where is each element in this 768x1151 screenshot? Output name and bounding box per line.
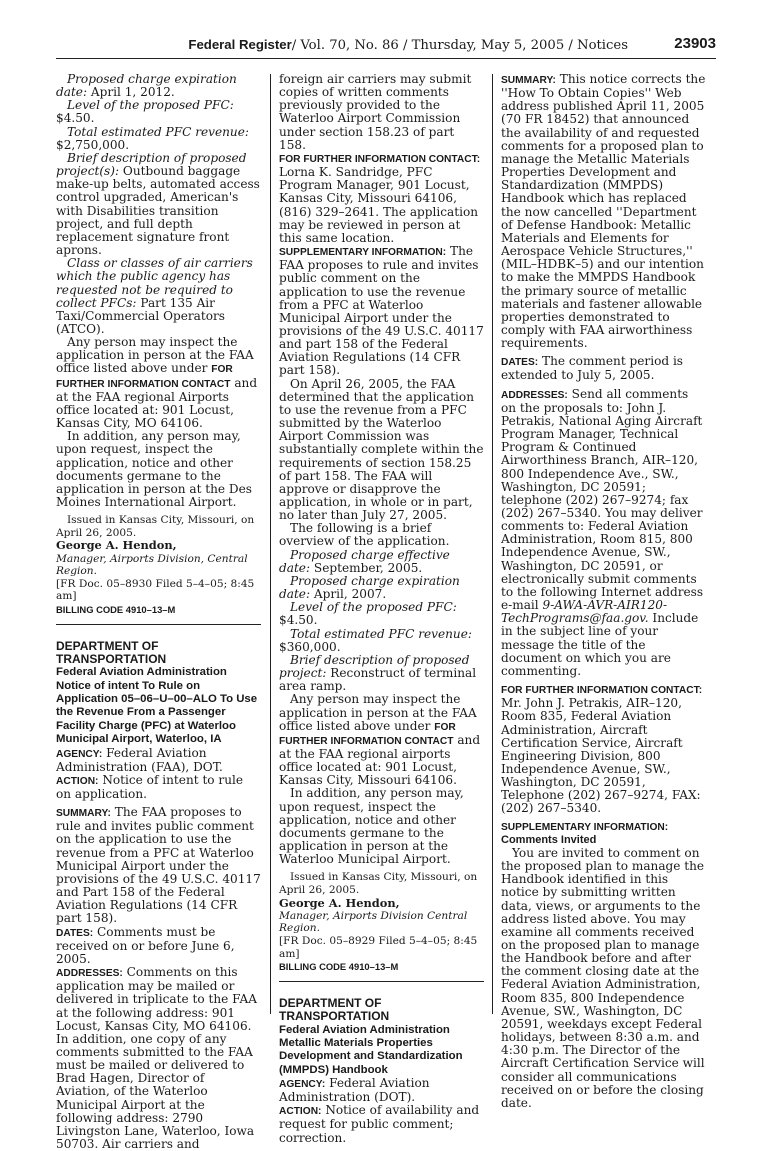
- dates-value: The comment period is extended to July 5, 2005.: [501, 354, 684, 383]
- billing-code: BILLING CODE 4910–13–M: [56, 603, 176, 615]
- summary-label: SUMMARY:: [56, 808, 111, 820]
- agency-heading: Federal Aviation Administration: [279, 1023, 450, 1036]
- addresses-value: Comments on this application may be mailed or delivered in triplicate to the FAA at the following address: 901 Locust, Kansas City, MO 64106. In addition, one copy of any comments submitted to the FAA must be mailed or delivered to Brad Hagen, Director of Aviation, of the Waterloo Municipal Airport at the following address: 2790 Livingston Lane, Waterloo, Iowa 50703. Air carriers and: [56, 965, 257, 1151]
- action-value: Notice of intent to rule on application.: [56, 772, 244, 801]
- supp-label: SUPPLEMENTARY INFORMATION:: [501, 821, 669, 833]
- inspect-label: FOR FURTHER INFORMATION CONTACT: [279, 721, 456, 747]
- summary-label: SUMMARY:: [501, 75, 556, 86]
- supp-value: The FAA proposes to rule and invites public comment on the application to use the revenue from a PFC at Waterloo Municipal Airport under the provisions of the 49 U.S.C. 40117 and part 158 of the Federal Aviation Regulations (14 CFR part 158).: [279, 244, 484, 378]
- column-3: [501, 73, 706, 1110]
- exp-date-label: Proposed charge expiration date:: [279, 573, 460, 602]
- section-divider: [279, 981, 484, 982]
- addresses-label: ADDRESSES:: [56, 968, 123, 980]
- addresses-value: Send all comments on the proposals to: John J. Petrakis, National Aging Aircraft Program Manager, Technical Program & Continued Airworthiness Branch, AIR–120, 800 Independence Ave., SW., Washington, DC 20591; telephone (202) 267–9274; fax (202) 267–5340. You may deliver comments to: Federal Aviation Administration, Room 815, 800 Independence Avenue, SW., Washington, DC 20591, or electronically submit comments to the following Internet address e-mail: [501, 386, 704, 613]
- addition-para: In addition, any person may, upon request, inspect the application, notice and other documents germane to the application in person at the Des Moines International Airport.: [56, 429, 252, 509]
- inspect-text: Any person may inspect the application in person at the FAA office listed above under: [279, 692, 477, 733]
- addition-para: In addition, any person may, upon request, inspect the application, notice and other documents germane to the application in person at the Waterloo Municipal Airport.: [279, 786, 464, 867]
- exp-date-para: [56, 73, 261, 99]
- ffic-label: FOR FURTHER INFORMATION CONTACT:: [501, 685, 703, 697]
- comments-body: You are invited to comment on the proposed plan to manage the Handbook identified in this notice by submitting written data, views, or arguments to the address listed above. You may examine all comments received on the proposed plan to manage the Handbook before and after the comment closing date at the Federal Aviation Administration, Room 835, 800 Independence Avenue, SW., Washington, DC 20591, weekdays except Federal holidays, between 8:30 a.m. and 4:30 p.m. The Director of the Aircraft Certification Service will consider all communications received on or before the closing date.: [501, 845, 705, 1110]
- class-value: Part 135 Air Taxi/Commercial Operators (ATCO).: [56, 295, 226, 336]
- exp-date-value: April 1, 2012.: [90, 85, 175, 100]
- dates-para: [56, 926, 261, 966]
- exp-date-para: [279, 575, 484, 601]
- running-head: [188, 37, 628, 53]
- brief-value: Reconstruct of terminal area ramp.: [279, 666, 477, 694]
- issue-info: / Vol. 70, No. 86 / Thursday, May 5, 2005 / Notices: [291, 38, 628, 53]
- notice-title: Notice of intent To Rule on Application 05–06–U–00–ALO To Use the Revenue From a Passenger Facility Charge (PFC) at Waterloo Municipal Airport, Waterloo, IA: [56, 679, 258, 746]
- issued-line: Issued in Kansas City, Missouri, on April 26, 2005.: [279, 871, 478, 896]
- dates-para: [501, 355, 706, 382]
- inspect-text-2: and at the FAA regional airports office located at: 901 Locust, Kansas City, Missouri 64106.: [279, 732, 481, 788]
- brief-label: Brief description of proposed project(s):: [56, 150, 247, 179]
- exp-date-label: Proposed charge expiration date:: [56, 72, 237, 100]
- total-label: Total estimated PFC revenue:: [290, 626, 472, 641]
- action-para: [279, 1104, 484, 1144]
- agency-para: [279, 1077, 484, 1104]
- section-divider: [56, 624, 261, 625]
- eff-date-label: Proposed charge effective date:: [279, 547, 450, 575]
- fr-doc: [FR Doc. 05–8929 Filed 5–4–05; 8:45 am]: [279, 934, 478, 960]
- eff-date-value: September, 2005.: [313, 560, 423, 575]
- determined-para: On April 26, 2005, the FAA determined that the application to use the revenue from a PFC submitted by the Waterloo Airport Commission was substantially complete within the requirements of section 158.25 of part 158. The FAA will approve or disapprove the application, in whole or in part, no later than July 27, 2005.: [279, 376, 484, 523]
- publication-name: Federal Register: [188, 37, 292, 52]
- addresses-value-2: Include in the subject line of your message the title of the document on which you are commenting.: [501, 611, 699, 678]
- ffic-value: Lorna K. Sandridge, PFC Program Manager, 901 Locust, Kansas City, Missouri 64106, (816) 329–2641. The application may be reviewed in person at this same location.: [279, 165, 479, 245]
- agency-label: AGENCY:: [279, 1078, 326, 1090]
- dates-label: DATES:: [501, 357, 539, 369]
- total-value: $2,750,000.: [56, 137, 130, 152]
- agency-value: Federal Aviation Administration (FAA), DOT.: [56, 745, 223, 774]
- following-para: The following is a brief overview of the application.: [279, 521, 450, 549]
- summary-value: The FAA proposes to rule and invites public comment on the application to use the revenue from a PFC at Waterloo Municipal Airport under the provisions of the 49 U.S.C. 40117 and Part 158 of the Federal Aviation Regulations (14 CFR part 158).: [56, 805, 261, 926]
- total-para: [56, 126, 261, 152]
- summary-para: [501, 73, 706, 350]
- summary-para: [56, 806, 261, 925]
- class-label: Class or classes of air carriers which the public agency has requested not be required to collect PFCs:: [56, 256, 253, 310]
- column-2: [279, 73, 484, 1145]
- billing-code: BILLING CODE 4910–13–M: [279, 961, 399, 973]
- inspect-para: [279, 693, 484, 787]
- total-para: [279, 628, 484, 654]
- addresses-label: ADDRESSES:: [501, 389, 568, 401]
- inspect-para: [56, 336, 261, 430]
- page-header: [56, 36, 716, 59]
- class-para: [56, 257, 261, 336]
- brief-value: Outbound baggage make-up belts, automated access control upgraded, American's with Disabilities transition project, and full depth replacement signature front aprons.: [56, 164, 260, 258]
- ffic-para: [279, 152, 484, 245]
- action-para: [56, 774, 261, 801]
- level-label: Level of the proposed PFC:: [290, 600, 457, 615]
- supp-para: [279, 245, 484, 378]
- agency-heading: Federal Aviation Administration: [56, 666, 227, 679]
- agency-value: Federal Aviation Administration (DOT).: [279, 1075, 430, 1105]
- comments-invited-heading: Comments Invited: [501, 833, 597, 846]
- signer-title: Manager, Airports Division Central Region.: [279, 909, 468, 935]
- agency-label: AGENCY:: [56, 748, 103, 760]
- addresses-para: [501, 388, 706, 678]
- action-value: Notice of availability and request for public comment; correction.: [279, 1103, 480, 1145]
- addresses-para: [56, 966, 261, 1151]
- issued-line: Issued in Kansas City, Missouri, on April 26, 2005.: [56, 514, 255, 539]
- column-rule-1: [270, 74, 271, 1014]
- supp-label: SUPPLEMENTARY INFORMATION:: [279, 247, 447, 259]
- summary-value: This notice corrects the ''How To Obtain Copies'' Web address published April 11, 2005 (70 FR 18452) that announced the availability of and requested comments for a proposed plan to manage the Metallic Materials Properties Development and Standardization (MMPDS) Handbook which has replaced the now cancelled ''Department of Defense Handbook: Metallic Materials and Elements for Aerospace Vehicle Structures,'' (MIL–HDBK–5) and our intention to make the MMPDS Handbook the primary source of metallic materials and fastener allowable properties demonstrated to comply with FAA airworthiness requirements.: [501, 72, 706, 351]
- column-rule-2: [492, 74, 493, 1014]
- signer-name: George A. Hendon,: [56, 538, 177, 553]
- inspect-text-2: and at the FAA regional Airports office located at: 901 Locust, Kansas City, MO 64106.: [56, 375, 258, 431]
- continued-para: foreign air carriers may submit copies of written comments previously provided to the Waterloo Airport Commission under section 158.23 of part 158.: [279, 72, 472, 152]
- ffic-label: FOR FURTHER INFORMATION CONTACT:: [279, 153, 481, 165]
- level-value: $4.50.: [56, 111, 95, 126]
- notice-title: Metallic Materials Properties Development and Standardization (MMPDS) Handbook: [279, 1036, 463, 1076]
- signer-title: Manager, Airports Division, Central Region.: [56, 552, 248, 578]
- level-para: [56, 99, 261, 125]
- signer-name: George A. Hendon,: [279, 895, 400, 910]
- dates-value: Comments must be received on or before June 6, 2005.: [56, 924, 235, 966]
- fr-doc: [FR Doc. 05–8930 Filed 5–4–05; 8:45 am]: [56, 577, 255, 603]
- level-para: [279, 601, 484, 627]
- brief-para: [279, 654, 484, 693]
- exp-date-value: April, 2007.: [313, 587, 387, 602]
- inspect-label: FOR FURTHER INFORMATION CONTACT: [56, 364, 233, 390]
- eff-date-para: [279, 549, 484, 575]
- page-number: 23903: [674, 35, 716, 52]
- level-label: Level of the proposed PFC:: [67, 98, 234, 113]
- brief-label: Brief description of proposed project:: [279, 652, 470, 681]
- department-heading: DEPARTMENT OF TRANSPORTATION: [279, 996, 390, 1024]
- department-heading: DEPARTMENT OF TRANSPORTATION: [56, 639, 167, 667]
- ffic-para: [501, 683, 706, 816]
- agency-para: [56, 747, 261, 774]
- total-label: Total estimated PFC revenue:: [67, 124, 249, 139]
- total-value: $360,000.: [279, 639, 341, 654]
- column-1: [56, 73, 261, 1151]
- email-address: 9-AWA-AVR-AIR120-TechPrograms@faa.gov.: [501, 598, 668, 626]
- level-value: $4.50.: [279, 613, 318, 628]
- brief-para: [56, 152, 261, 257]
- inspect-text: Any person may inspect the application in person at the FAA office listed above under: [56, 335, 254, 376]
- action-label: ACTION:: [279, 1106, 322, 1118]
- action-label: ACTION:: [56, 775, 99, 787]
- dates-label: DATES:: [56, 927, 94, 939]
- ffic-value: Mr. John J. Petrakis, AIR–120, Room 835, Federal Aviation Administration, Aircraft Certification Service, Aircraft Engineering Division, 800 Independence Avenue, SW., Washington, DC 20591, Telephone (202) 267–9274, FAX: (202) 267–5340.: [501, 696, 701, 816]
